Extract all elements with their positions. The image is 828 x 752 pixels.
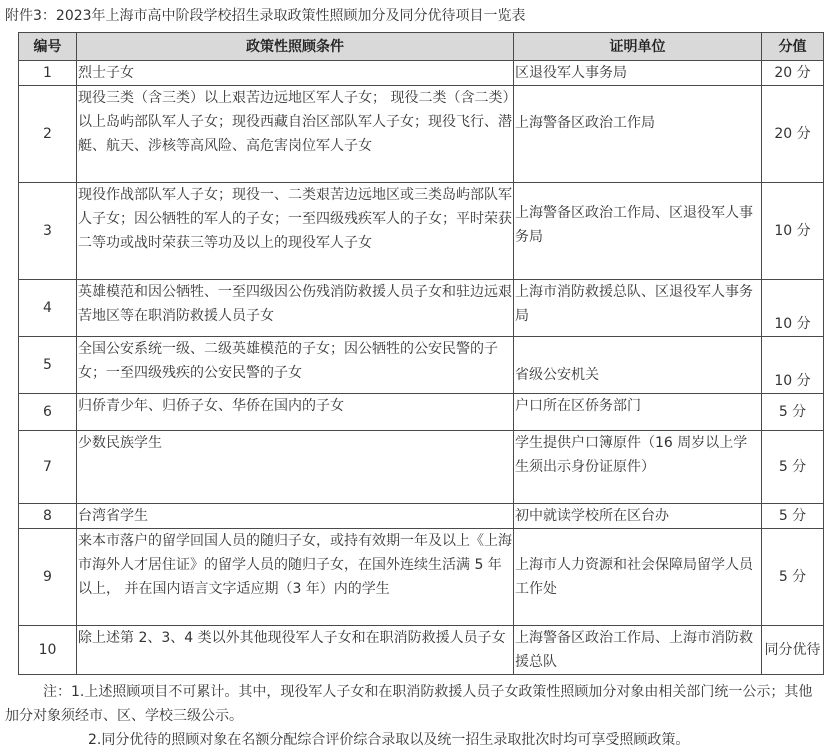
table-row <box>19 280 824 337</box>
table-row <box>19 529 824 626</box>
row-num: 7 <box>19 431 77 504</box>
row-num: 1 <box>19 61 77 86</box>
table-header-row <box>19 33 824 61</box>
table-row <box>19 626 824 675</box>
header-score: 分值 <box>762 33 824 61</box>
table-notes <box>5 680 823 752</box>
row-condition: 烈士子女 <box>77 61 514 86</box>
row-certifier: 学生提供户口簿原件（16 周岁以上学生须出示身份证原件） <box>514 431 762 504</box>
row-certifier: 省级公安机关 <box>514 337 762 394</box>
table-row <box>19 431 824 504</box>
policy-table <box>18 32 824 675</box>
row-score: 5 分 <box>762 431 824 504</box>
row-condition: 来本市落户的留学回国人员的随归子女，或持有效期一年及以上《上海市海外人才居住证》的留学人员的随归子女，在国外连续生活满 5 年以上， 并在国内语言文字适应期（3 年）内的学生 <box>77 529 514 626</box>
table-row <box>19 86 824 183</box>
row-score: 5 分 <box>762 394 824 431</box>
row-score: 10 分 <box>762 280 824 337</box>
row-score: 5 分 <box>762 529 824 626</box>
note-1: 注：1.上述照顾项目不可累计。其中，现役军人子女和在职消防救援人员子女政策性照顾加分对象由相关部门统一公示；其他加分对象须经市、区、学校三级公示。 <box>5 684 813 724</box>
row-num: 8 <box>19 504 77 529</box>
row-num: 6 <box>19 394 77 431</box>
row-score: 20 分 <box>762 61 824 86</box>
row-certifier: 上海市人力资源和社会保障局留学人员工作处 <box>514 529 762 626</box>
row-condition: 台湾省学生 <box>77 504 514 529</box>
header-condition: 政策性照顾条件 <box>77 33 514 61</box>
row-condition: 归侨青少年、归侨子女、华侨在国内的子女 <box>77 394 514 431</box>
row-score: 10 分 <box>762 337 824 394</box>
row-certifier: 上海警备区政治工作局、上海市消防救援总队 <box>514 626 762 675</box>
row-num: 9 <box>19 529 77 626</box>
row-certifier: 上海警备区政治工作局、区退役军人事务局 <box>514 183 762 280</box>
table-caption: 附件3：2023年上海市高中阶段学校招生录取政策性照顾加分及同分优待项目一览表 <box>5 8 526 24</box>
row-score: 5 分 <box>762 504 824 529</box>
table-row <box>19 337 824 394</box>
row-score: 同分优待 <box>762 626 824 675</box>
note-2: 2.同分优待的照顾对象在名额分配综合评价综合录取以及统一招生录取批次时均可享受照顾政策。 <box>88 732 690 748</box>
row-num: 3 <box>19 183 77 280</box>
row-condition: 少数民族学生 <box>77 431 514 504</box>
table-row <box>19 394 824 431</box>
table-row <box>19 61 824 86</box>
row-condition: 现役三类（含三类）以上艰苦边远地区军人子女； 现役二类（含二类）以上岛屿部队军人子女；现役西藏自治区部队军人子女；现役飞行、潜艇、航天、涉核等高风险、高危害岗位军人子女 <box>77 86 514 183</box>
row-num: 2 <box>19 86 77 183</box>
row-condition: 全国公安系统一级、二级英雄模范的子女；因公牺牲的公安民警的子女；一至四级残疾的公安民警的子女 <box>77 337 514 394</box>
row-certifier: 上海警备区政治工作局 <box>514 86 762 183</box>
row-score: 20 分 <box>762 86 824 183</box>
header-certifier: 证明单位 <box>514 33 762 61</box>
row-condition: 现役作战部队军人子女；现役一、二类艰苦边远地区或三类岛屿部队军人子女；因公牺牲的军人的子女；一至四级残疾军人的子女；平时荣获二等功或战时荣获三等功及以上的现役军人子女 <box>77 183 514 280</box>
row-condition: 除上述第 2、3、4 类以外其他现役军人子女和在职消防救援人员子女 <box>77 626 514 675</box>
row-certifier: 上海市消防救援总队、区退役军人事务局 <box>514 280 762 337</box>
row-certifier: 初中就读学校所在区台办 <box>514 504 762 529</box>
row-num: 10 <box>19 626 77 675</box>
row-certifier: 户口所在区侨务部门 <box>514 394 762 431</box>
table-row <box>19 504 824 529</box>
row-condition: 英雄模范和因公牺牲、一至四级因公伤残消防救援人员子女和驻边远艰苦地区等在职消防救援人员子女 <box>77 280 514 337</box>
row-num: 4 <box>19 280 77 337</box>
row-certifier: 区退役军人事务局 <box>514 61 762 86</box>
row-score: 10 分 <box>762 183 824 280</box>
row-num: 5 <box>19 337 77 394</box>
header-num: 编号 <box>19 33 77 61</box>
table-row <box>19 183 824 280</box>
